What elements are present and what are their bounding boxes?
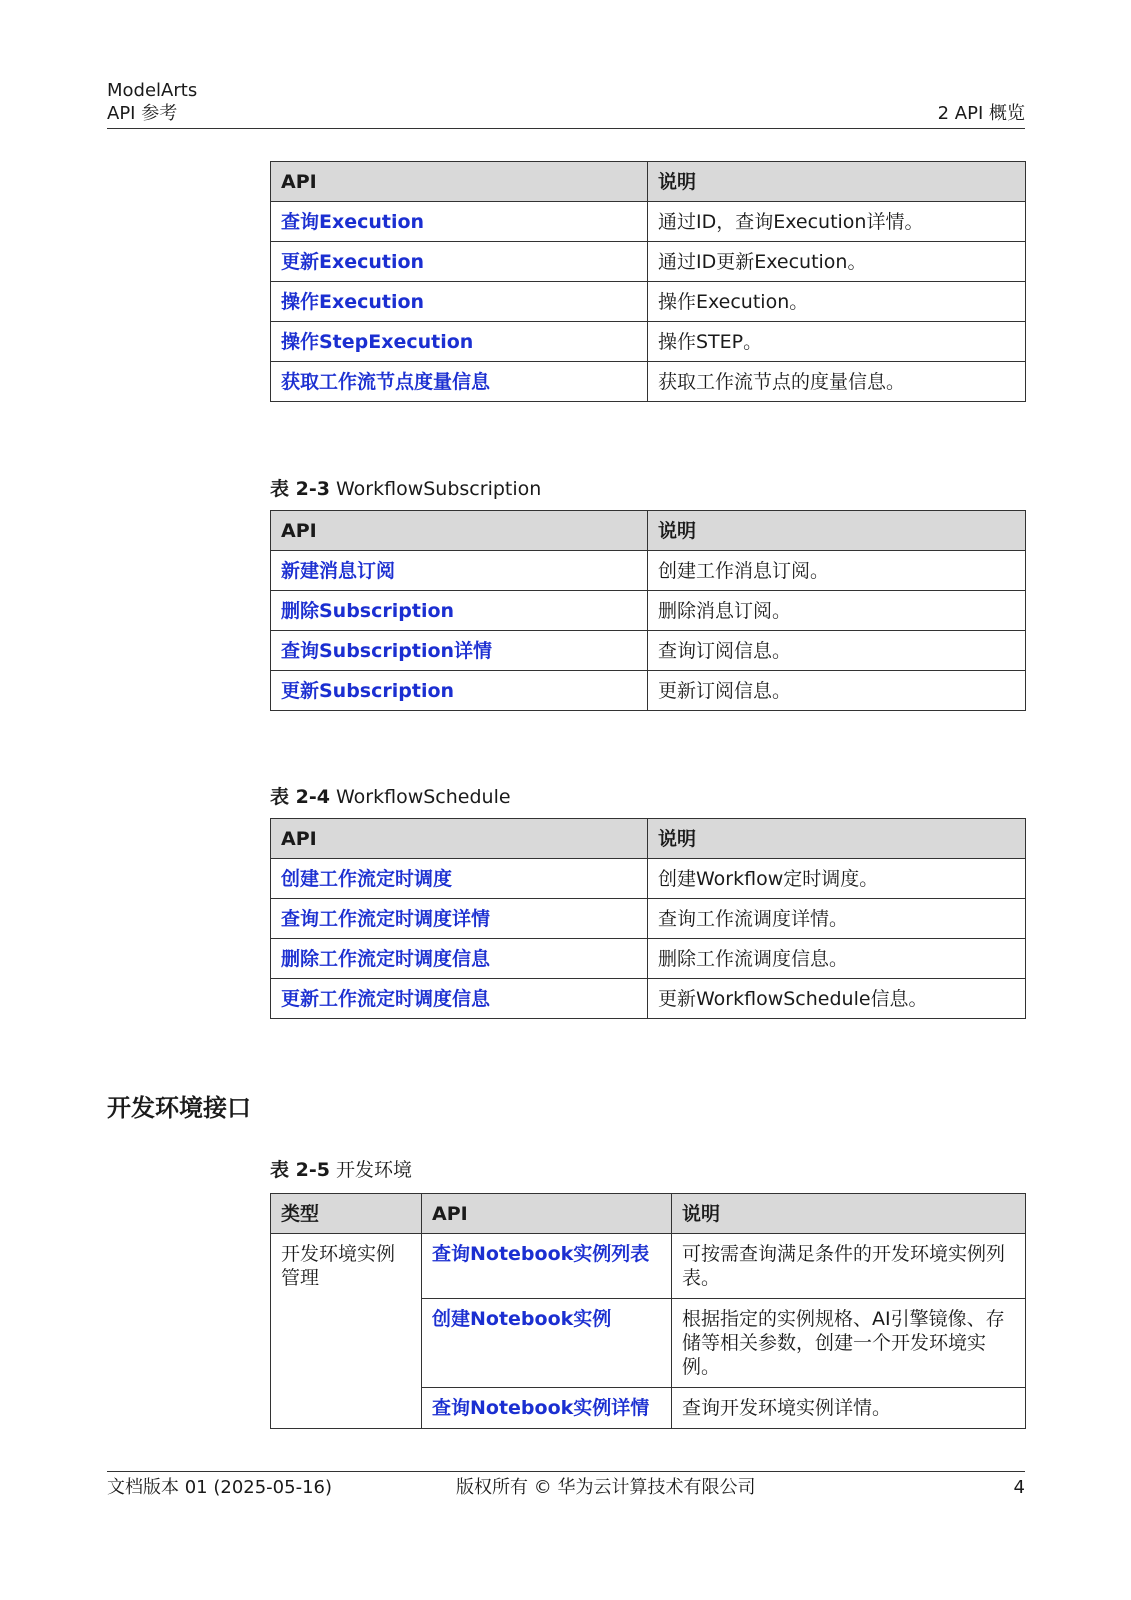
api-link-update-execution[interactable]: 更新Execution [281,250,425,273]
caption-number: 表 2-5 [270,1159,330,1181]
api-link-query-notebook[interactable]: 查询Notebook实例详情 [432,1397,650,1419]
table-row [271,1234,1026,1299]
caption-table-2-4 [270,786,511,808]
api-link-query-subscription[interactable]: 查询Subscription详情 [281,639,493,662]
table-row [271,282,1026,322]
api-desc: 创建Workflow定时调度。 [648,859,1026,899]
api-desc: 更新WorkflowSchedule信息。 [648,979,1026,1019]
api-desc: 可按需查询满足条件的开发环境实例列表。 [672,1234,1026,1299]
caption-table-2-3 [270,478,541,500]
table-row [271,362,1026,402]
col-header-desc: 说明 [648,819,1026,859]
table-row [271,671,1026,711]
caption-number: 表 2-4 [270,786,330,808]
caption-title: WorkflowSchedule [336,786,511,808]
api-desc: 操作STEP。 [648,322,1026,362]
table-row [271,242,1026,282]
api-desc: 通过ID更新Execution。 [648,242,1026,282]
table-row [271,322,1026,362]
table-row [271,979,1026,1019]
api-link-create-schedule[interactable]: 创建工作流定时调度 [281,867,453,890]
api-desc: 查询订阅信息。 [648,631,1026,671]
api-link-create-notebook[interactable]: 创建Notebook实例 [432,1308,612,1330]
table-row [271,899,1026,939]
api-link-update-subscription[interactable]: 更新Subscription [281,679,455,702]
api-link-delete-schedule[interactable]: 删除工作流定时调度信息 [281,947,491,970]
footer-copyright: 版权所有 © 华为云计算技术有限公司 [456,1477,756,1498]
header-product: ModelArts [107,80,198,101]
caption-title: WorkflowSubscription [336,478,542,500]
api-link-operate-step-execution[interactable]: 操作StepExecution [281,330,474,353]
api-link-update-schedule[interactable]: 更新工作流定时调度信息 [281,987,491,1010]
caption-number: 表 2-3 [270,478,330,500]
api-link-delete-subscription[interactable]: 删除Subscription [281,599,455,622]
api-desc: 删除工作流调度信息。 [648,939,1026,979]
table-row [271,551,1026,591]
api-desc: 获取工作流节点的度量信息。 [648,362,1026,402]
table-workflow-subscription [270,510,1026,711]
col-header-api: API [271,162,648,202]
api-desc: 删除消息订阅。 [648,591,1026,631]
section-title: 开发环境接口 [107,1094,251,1122]
table-row [271,939,1026,979]
api-desc: 操作Execution。 [648,282,1026,322]
api-link-query-schedule[interactable]: 查询工作流定时调度详情 [281,907,491,930]
col-header-type: 类型 [271,1194,422,1234]
table-row [271,859,1026,899]
table-dev-environment [270,1193,1026,1429]
table-row [271,591,1026,631]
col-header-api: API [271,511,648,551]
table-executions [270,161,1026,402]
api-desc: 查询开发环境实例详情。 [672,1388,1026,1429]
col-header-desc: 说明 [672,1194,1026,1234]
type-cell: 开发环境实例管理 [271,1234,422,1429]
caption-table-2-5 [270,1159,412,1181]
col-header-desc: 说明 [648,511,1026,551]
footer-version: 文档版本 01 (2025-05-16) [107,1477,332,1498]
api-desc: 通过ID，查询Execution详情。 [648,202,1026,242]
api-link-node-metrics[interactable]: 获取工作流节点度量信息 [281,370,491,393]
table-workflow-schedule [270,818,1026,1019]
table-row [271,631,1026,671]
table-row [271,202,1026,242]
footer-page-number: 4 [1013,1477,1025,1498]
api-desc: 查询工作流调度详情。 [648,899,1026,939]
header-doc-title: API 参考 [107,103,178,124]
api-link-list-notebooks[interactable]: 查询Notebook实例列表 [432,1243,650,1265]
api-link-create-subscription[interactable]: 新建消息订阅 [281,559,396,582]
api-desc: 根据指定的实例规格、AI引擎镜像、存储等相关参数，创建一个开发环境实例。 [672,1299,1026,1388]
caption-title: 开发环境 [336,1159,413,1181]
header-rule [107,128,1025,129]
api-link-operate-execution[interactable]: 操作Execution [281,290,425,313]
header-chapter: 2 API 概览 [937,103,1025,124]
api-link-query-execution[interactable]: 查询Execution [281,210,425,233]
api-desc: 创建工作消息订阅。 [648,551,1026,591]
col-header-api: API [422,1194,672,1234]
api-desc: 更新订阅信息。 [648,671,1026,711]
footer-rule [107,1471,1025,1472]
col-header-api: API [271,819,648,859]
col-header-desc: 说明 [648,162,1026,202]
